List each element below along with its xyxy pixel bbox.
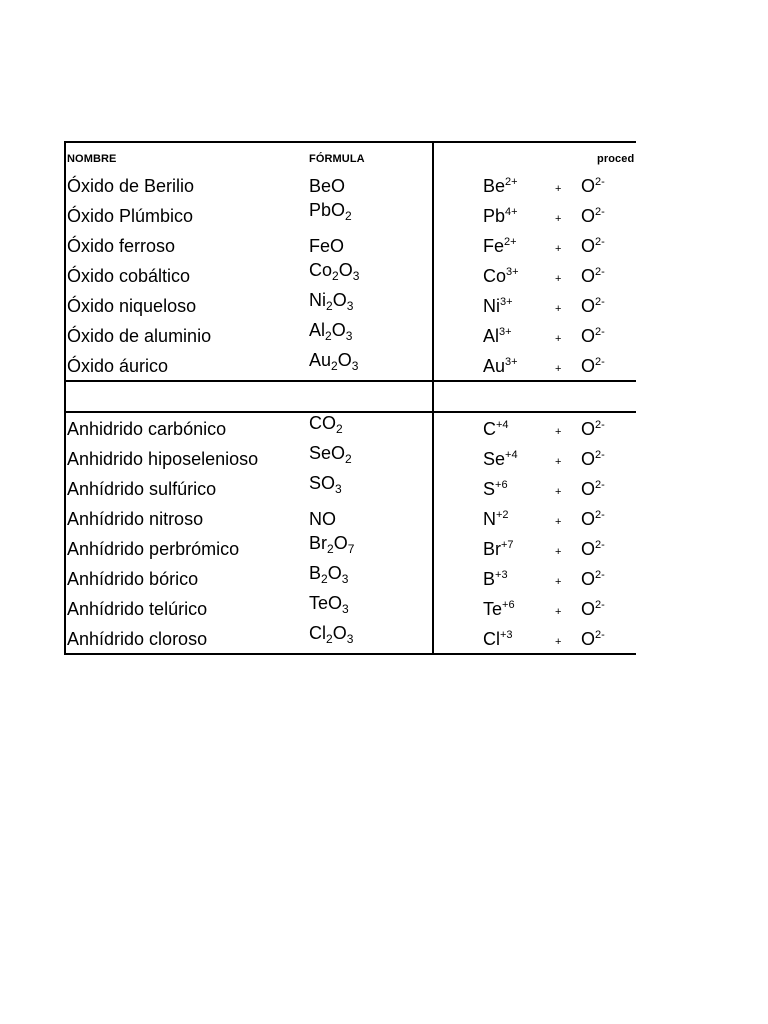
- header-procedure: proced: [597, 153, 635, 165]
- oxygen-ion: $O^{2-}$: [581, 599, 605, 619]
- formula-subscript: 2: [345, 452, 352, 466]
- compound-formula: NO: [309, 509, 336, 529]
- element-ion: $C^{+4}$: [483, 419, 509, 439]
- ion-charge: 3+: [506, 266, 519, 278]
- oxygen-charge: 2-: [595, 296, 605, 308]
- formula-subscript: 3: [351, 359, 359, 373]
- formula-subscript: 3: [341, 572, 349, 586]
- oxygen-ion: $O^{2-}$: [581, 509, 605, 529]
- oxygen-charge: 2-: [595, 266, 605, 278]
- compound-formula: $Co_2O_3$: [309, 260, 360, 283]
- oxygen-charge: 2-: [595, 569, 605, 581]
- element-ion: $Al^{3+}$: [483, 326, 512, 346]
- element-ion: $Au^{3+}$: [483, 356, 518, 376]
- formula-subscript: 3: [352, 269, 360, 283]
- compound-formula: FeO: [309, 236, 345, 256]
- oxygen-ion: $O^{2-}$: [581, 569, 605, 589]
- oxygen-ion: $O^{2-}$: [581, 479, 605, 499]
- oxygen-charge: 2-: [595, 236, 605, 248]
- plus-sign: +: [555, 546, 562, 558]
- compound-name: Óxido ferroso: [67, 236, 176, 256]
- formula-subscript: 3: [345, 329, 353, 343]
- element-ion: $Fe^{2+}$: [483, 236, 517, 256]
- compound-formula: $Br_2O_7$: [309, 533, 355, 556]
- compound-formula: PbO$_2$: [309, 200, 352, 223]
- ion-charge: +6: [495, 479, 508, 491]
- formula-subscript: 2: [326, 632, 333, 646]
- compound-name: Anhídrido cloroso: [67, 629, 208, 649]
- formula-subscript: 2: [331, 359, 338, 373]
- oxygen-charge: 2-: [595, 599, 605, 611]
- oxygen-ion: $O^{2-}$: [581, 296, 605, 316]
- formula-subscript: 3: [346, 632, 354, 646]
- formula-subscript: 2: [325, 329, 332, 343]
- table-row: [66, 473, 636, 509]
- table-row: [66, 623, 636, 655]
- ion-charge: +3: [495, 569, 508, 581]
- header-nombre: NOMBRE: [67, 153, 117, 165]
- ion-charge: 4+: [505, 206, 518, 218]
- table-row: [66, 443, 636, 479]
- compound-formula: $Al_2O_3$: [309, 320, 353, 343]
- table-row: [66, 563, 636, 599]
- plus-sign: +: [555, 303, 562, 315]
- plus-sign: +: [555, 456, 562, 468]
- oxygen-ion: $O^{2-}$: [581, 539, 605, 559]
- compound-name: Anhídrido telúrico: [67, 599, 208, 619]
- formula-subscript: 3: [346, 299, 354, 313]
- ion-charge: +6: [502, 599, 515, 611]
- formula-subscript: 2: [327, 542, 334, 556]
- ion-charge: +7: [501, 539, 514, 551]
- plus-sign: +: [555, 243, 562, 255]
- ion-charge: 3+: [505, 356, 518, 368]
- oxygen-charge: 2-: [595, 449, 605, 461]
- compound-name: Anhidrido carbónico: [67, 419, 227, 439]
- oxygen-ion: $O^{2-}$: [581, 419, 605, 439]
- ion-charge: 2+: [504, 236, 517, 248]
- plus-sign: +: [555, 183, 562, 195]
- compound-formula: SeO$_2$: [309, 443, 352, 466]
- element-ion: $Br^{+7}$: [483, 539, 514, 559]
- oxygen-ion: $O^{2-}$: [581, 266, 605, 286]
- compound-name: Óxido de aluminio: [67, 326, 212, 346]
- ion-charge: +4: [496, 419, 509, 431]
- plus-sign: +: [555, 273, 562, 285]
- oxygen-charge: 2-: [595, 176, 605, 188]
- oxygen-ion: $O^{2-}$: [581, 629, 605, 649]
- formula-subscript: 7: [347, 542, 355, 556]
- compound-name: Óxido niqueloso: [67, 296, 197, 316]
- ion-charge: 2+: [505, 176, 518, 188]
- element-ion: $Te^{+6}$: [483, 599, 515, 619]
- element-ion: $Co^{3+}$: [483, 266, 519, 286]
- oxygen-ion: $O^{2-}$: [581, 176, 605, 196]
- oxygen-charge: 2-: [595, 356, 605, 368]
- oxygen-ion: $O^{2-}$: [581, 356, 605, 376]
- oxygen-charge: 2-: [595, 419, 605, 431]
- compound-name: Anhídrido perbrómico: [67, 539, 240, 559]
- spreadsheet-table: [64, 141, 636, 655]
- compound-formula: $SO_3$: [309, 473, 342, 496]
- element-ion: $Pb^{4+}$: [483, 206, 518, 226]
- compound-formula: $Cl_2O_3$: [309, 623, 354, 646]
- compound-name: Anhídrido sulfúrico: [67, 479, 217, 499]
- ion-charge: 3+: [499, 326, 512, 338]
- compound-formula: $CO_2$: [309, 413, 343, 436]
- header-formula: FÓRMULA: [309, 153, 365, 165]
- plus-sign: +: [555, 606, 562, 618]
- table-row: [66, 533, 636, 569]
- formula-subscript: 2: [332, 269, 339, 283]
- compound-name: Anhídrido nitroso: [67, 509, 204, 529]
- plus-sign: +: [555, 486, 562, 498]
- oxygen-charge: 2-: [595, 206, 605, 218]
- ion-charge: +4: [505, 449, 518, 461]
- oxygen-charge: 2-: [595, 326, 605, 338]
- formula-subscript: 3: [335, 482, 342, 496]
- compound-name: Anhídrido bórico: [67, 569, 199, 589]
- plus-sign: +: [555, 636, 562, 648]
- plus-sign: +: [555, 333, 562, 345]
- plus-sign: +: [555, 363, 562, 375]
- oxygen-ion: $O^{2-}$: [581, 449, 605, 469]
- plus-sign: +: [555, 213, 562, 225]
- formula-subscript: 2: [326, 299, 333, 313]
- formula-subscript: 2: [321, 572, 328, 586]
- compound-name: Anhidrido hiposelenioso: [67, 449, 259, 469]
- compound-formula: $Au_2O_3$: [309, 350, 359, 373]
- plus-sign: +: [555, 426, 562, 438]
- formula-subscript: 2: [336, 422, 343, 436]
- compound-formula: BeO: [309, 176, 346, 196]
- ion-charge: +2: [496, 509, 509, 521]
- table-row: [66, 200, 636, 236]
- compound-name: Óxido Plúmbico: [67, 206, 194, 226]
- oxygen-charge: 2-: [595, 629, 605, 641]
- ion-charge: 3+: [500, 296, 513, 308]
- oxygen-ion: $O^{2-}$: [581, 236, 605, 256]
- element-ion: $Be^{2+}$: [483, 176, 518, 196]
- element-ion: $B^{+3}$: [483, 569, 508, 589]
- element-ion: $N^{+2}$: [483, 509, 509, 529]
- element-ion: $Ni^{3+}$: [483, 296, 513, 316]
- compound-name: Óxido cobáltico: [67, 266, 191, 286]
- element-ion: $Se^{+4}$: [483, 449, 518, 469]
- oxygen-charge: 2-: [595, 479, 605, 491]
- section-divider-bottom: [66, 411, 636, 413]
- formula-subscript: 2: [345, 209, 352, 223]
- formula-subscript: 3: [342, 602, 349, 616]
- plus-sign: +: [555, 576, 562, 588]
- ion-charge: +3: [500, 629, 513, 641]
- table-row: [66, 350, 636, 386]
- compound-name: Óxido de Berilio: [67, 176, 195, 196]
- compound-formula: TeO$_3$: [309, 593, 349, 616]
- oxygen-ion: $O^{2-}$: [581, 326, 605, 346]
- compound-name: Óxido áurico: [67, 356, 169, 376]
- element-ion: $S^{+6}$: [483, 479, 508, 499]
- oxygen-charge: 2-: [595, 509, 605, 521]
- compound-formula: $B_2O_3$: [309, 563, 349, 586]
- plus-sign: +: [555, 516, 562, 528]
- oxygen-charge: 2-: [595, 539, 605, 551]
- compound-formula: $Ni_2O_3$: [309, 290, 354, 313]
- oxygen-ion: $O^{2-}$: [581, 206, 605, 226]
- element-ion: $Cl^{+3}$: [483, 629, 513, 649]
